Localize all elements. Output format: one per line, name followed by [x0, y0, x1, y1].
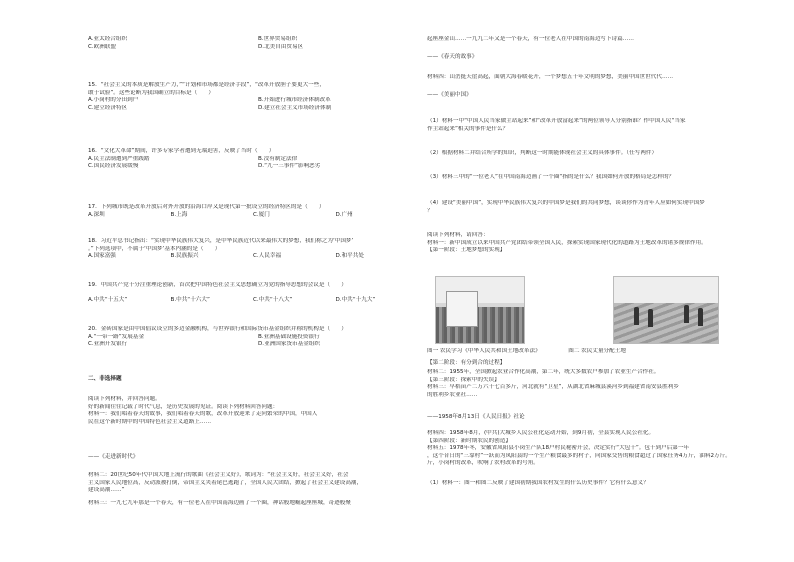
- q18-line: 。”下列选项中，不属于‘中国梦’基本内涵的是（ ）: [88, 245, 221, 252]
- q20-text: 20．金砖国家是由中国倡议设立的多边金融机构，与世界银行和国际货币基金组织并称的机构是（ ）: [88, 326, 347, 332]
- m4-right-line: 斤，小岗村的改革，吹响了农村改革的号角。: [427, 460, 539, 467]
- m2-line: 建设高潮……”: [88, 487, 125, 494]
- song-caption: ——《走进新时代》: [88, 454, 139, 460]
- sub-question-4: [427, 200, 745, 215]
- m4-right-line: 材料四：1958年8月，(中共)大城乡人民公社化运动开始，到9月初，全县实现人民公社化。: [427, 430, 655, 436]
- m2-line: 材料二：20世纪50年代中国大地上流行的歌曲《社会主义好》，歌词为：“社会主义好，社会主义好，社会: [88, 472, 349, 478]
- q18-option-a: A.国家富强: [88, 253, 116, 260]
- q14-option-a: A.亚太经合组织: [88, 36, 128, 42]
- news-caption: ——1958年8月13日《人民日报》社论: [427, 414, 525, 420]
- q20-option-c: C.亚洲开发银行: [88, 341, 128, 348]
- sub-question-5: （1）材料一：图一和图二反映了建国初期我国农村发生的什么历史事件？它有什么意义？: [427, 480, 649, 486]
- q17-option-a: A.深圳: [88, 211, 105, 218]
- q16-option-b: B.没有制定法律: [258, 155, 298, 162]
- q15-option-a: A.小岗村的分田到户: [88, 97, 139, 104]
- q19-text: 19．中国共产党十分注重理论创新，首次把中国特色社会主义思想确立为党的指导思想的会议是（ ）: [88, 282, 347, 288]
- q22-line: 材料一：新中国成立以来中国共产党团结带领全国人民，探索实现国家现代化的道路为土地改革的诸多规律作用。: [427, 239, 707, 246]
- q22-intro: 阅读下列材料，请回答：: [427, 232, 489, 238]
- material-4: 材料四：山峦挺天崖高起，面朝大海春暖花开，一个梦想五千年文明的梦想，美丽中国世世代代……: [427, 74, 674, 80]
- material-2: [88, 472, 418, 495]
- material-3: 材料三：一九七九年那是一个春天，有一位老人在中国南海边画了一个圈，神话般地崛起座座城，奇迹般聚: [88, 500, 351, 506]
- sub-question-3: （3）材料三中的“一位老人”在中国南海边画了一个圈“指的是什么？我国如何开放的格局是怎样的？: [427, 174, 675, 180]
- q21-line: 民在这个新时期中的中国特色社会主义道路上……: [88, 418, 212, 425]
- q18-option-c: C.人民幸福: [253, 253, 282, 260]
- q21-line: 好的新闻往往记载了时代气息，是历史发展的见证。阅读下列材料回答问题：: [88, 403, 279, 410]
- q16-option-c: C.国民经济发展缓慢: [88, 163, 139, 170]
- caption-beauty: ——《美丽中国》: [427, 92, 472, 98]
- m2-right-line: 的胜利乡农业社……: [427, 391, 478, 398]
- sub-question-2: （2）根据材料二并结合所学的知识，判断这一时期能体现社会主义的具体事件。（任写两件）: [427, 150, 658, 156]
- q19-option-d: D.中共“十九大”: [335, 296, 376, 303]
- q16-text: 16．“文化大革命”期间，许多专家学者遭到无端迫害，反映了当时（ ）: [88, 148, 275, 154]
- q14-option-d: D.北美自由贸易区: [258, 43, 304, 50]
- q20-option-d: D.亚洲国家货币基金组织: [258, 341, 321, 348]
- m2-line: 主义国家人民地位高，反动派被打倒，帝国主义夹着尾巴逃跑了，全国人民大团结，掀起了社会主义建设高潮，: [88, 479, 363, 486]
- q19-option-b: B.中共“十六大”: [170, 296, 210, 303]
- sub-question-1: [427, 118, 745, 133]
- question-22: [427, 232, 745, 255]
- m2-right-line: 材料二：1955年，全国掀起农业合作化高潮，第二年，统大多数农户参加了农业生产合作社。: [427, 369, 660, 375]
- q15-option-b: B.开始进行城市经济体制改革: [258, 97, 331, 104]
- q18-line: 18．习近平总书记指出：“实现中华民族伟大复兴，是中华民族近代以来最伟大的梦想，我们称之为‘中国梦’: [88, 238, 354, 244]
- q15-option-d: D.建立社会主义市场经济体制: [258, 104, 332, 111]
- figure-1-caption: 图一 农民学习《中华人民共和国土地改革法》: [427, 348, 541, 354]
- q20-option-b: B.亚洲基础设施投资银行: [258, 333, 320, 340]
- material-2-right: [427, 369, 745, 399]
- q16-option-d: D.“九一三事件”影响恶劣: [258, 163, 321, 170]
- stage-1: 【第一阶段：土地梦想的实现】: [427, 247, 506, 254]
- q21-line: 材料一：我们唱着春天的故事，我们唱着春天的歌，改革开放迎来了走向繁荣的中国，中国人: [88, 411, 318, 418]
- q15-option-c: C.建立经济特区: [88, 104, 128, 111]
- stage-2: 【第二阶段：有分到合的过程】: [427, 360, 506, 366]
- q18-option-d: D.和平共处: [335, 253, 364, 260]
- m2-right-line: 材料三：早稻亩产二万六千七百多斤，河北就有“卫星”，从湖北省麻城县溪河乡到福建省南安县胜利乡: [427, 384, 679, 391]
- sub-q1-line: （1）材料一中“中国人民当家做主站起来”和“改革开放富起来”的两位领导人分别指谁？作中国人民“当家: [427, 118, 686, 124]
- land-reform-study-photo: [435, 276, 525, 344]
- sub-q4-line: ？: [427, 207, 433, 214]
- question-21: [88, 396, 418, 426]
- q17-option-c: C.厦门: [253, 211, 270, 218]
- question-18: [88, 238, 418, 261]
- land-measuring-photo: [613, 276, 719, 344]
- q14-option-b: B.世界贸易组织: [258, 36, 298, 42]
- q14-options: [88, 36, 418, 51]
- sub-q1-line: 作主站起来”相关的事件是什么？: [427, 125, 509, 132]
- q15-line: 敢于试验”。这些论断为我国确立的目标是（ ）: [88, 89, 214, 96]
- q15-line: 15．“社会主义的本质是解放生产力，”“计划和市场都是经济手段”，“改革开放胆子要更大一些，: [88, 82, 325, 88]
- section-title: 二、非选择题: [88, 376, 122, 382]
- sub-q4-line: （4）建设“美丽中国”，实现中华民族伟大复兴的中国梦是我们的共同梦想，谈谈你作为青年人应如何实现中国梦: [427, 200, 705, 206]
- q16-option-a: A.民主法制遭到严重践踏: [88, 155, 150, 162]
- question-17: [88, 204, 418, 219]
- material-3-continued: 起座座金山……一九九二年又是一个春天，有一位老人在中国的南海边写下诗篇……: [427, 36, 634, 42]
- question-20: [88, 326, 418, 349]
- question-15: [88, 82, 418, 112]
- material-4-right: [427, 430, 745, 468]
- q18-option-b: B.民族振兴: [170, 253, 199, 260]
- question-16: [88, 148, 418, 171]
- q19-option-c: C.中共“十八大”: [253, 296, 293, 303]
- q20-option-a: A.“一带一路”发展基金: [88, 333, 145, 340]
- m2-right-line: 【第三阶段：探索中的失误】: [427, 376, 500, 383]
- q17-option-b: B.上海: [170, 211, 188, 218]
- m4-right-line: ，这个昔日的“三靠村”一跃而为凤阳县的一个生产粮食最多的村子，向国家交售的粮食超过了国家任务4万斤，油料2万斤。: [427, 452, 731, 459]
- q17-text: 17．下列城市既是改革开放后对外开放的沿海口岸又是现代第一批设立的经济特区的是（ ）: [88, 204, 325, 210]
- q14-option-c: C.欧洲联盟: [88, 43, 117, 50]
- figure-2-caption: 图二 农民丈量分配土地: [568, 348, 626, 354]
- q21-intro: 阅读下列材料，并回答问题。: [88, 396, 161, 402]
- m4-right-line: 材料五：1978年冬，安徽省凤阳县小岗生产队18户村民秘密开会，决定实行“大包干”。包干到户后第一年: [427, 445, 690, 452]
- m4-right-line: 【第四阶段：新时期农民的创造】: [427, 437, 511, 444]
- q17-option-d: D.广州: [335, 211, 353, 218]
- question-19: [88, 282, 418, 304]
- q19-option-a: A.中共“十五大”: [88, 296, 128, 303]
- caption-spring: ——《春天的故事》: [427, 54, 478, 60]
